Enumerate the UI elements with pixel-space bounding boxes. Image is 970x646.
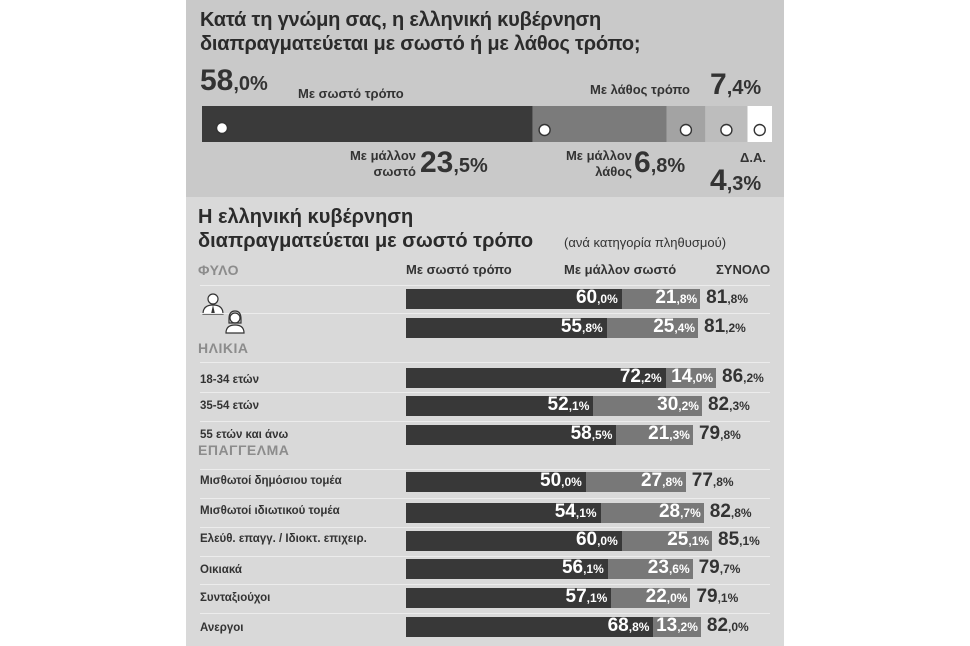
value-total-text: 81,8% xyxy=(706,287,748,308)
row-separator xyxy=(200,613,770,614)
value-rather-correct xyxy=(667,529,709,551)
value-total xyxy=(699,557,741,579)
row-label: Μισθωτοί δημόσιου τομέα xyxy=(200,475,342,487)
pct-no-answer: 4,3% xyxy=(710,164,762,197)
value-total-text: 81,2% xyxy=(704,316,746,337)
value-correct-text: 60,0% xyxy=(575,287,618,308)
value-total xyxy=(692,470,734,492)
value-rather-correct-text: 23,6% xyxy=(647,557,690,578)
value-total xyxy=(706,287,748,309)
value-total xyxy=(722,366,764,388)
pct-rather-correct: 23,5% xyxy=(420,146,488,179)
value-correct-text: 57,1% xyxy=(565,586,608,607)
row-separator xyxy=(200,313,770,314)
value-total-text: 82,3% xyxy=(707,394,750,415)
category-header: ΕΠΑΓΓΕΛΜΑ xyxy=(198,442,290,458)
value-rather-correct xyxy=(657,394,699,416)
row-separator xyxy=(200,527,770,528)
label-no-answer: Δ.Α. xyxy=(740,150,766,165)
value-correct-text: 55,8% xyxy=(560,316,603,337)
row-label: Οικιακά xyxy=(200,564,242,576)
value-correct xyxy=(548,394,590,416)
pct-correct: 58,0% xyxy=(200,64,268,97)
row-separator xyxy=(200,498,770,499)
bar-segment-rather-correct xyxy=(533,106,667,142)
value-total-text: 79,7% xyxy=(698,557,741,578)
column-head-correct: Με σωστό τρόπο xyxy=(406,262,512,277)
value-total xyxy=(710,501,752,523)
value-total-text: 79,1% xyxy=(696,586,739,607)
value-rather-correct-text: 13,2% xyxy=(656,615,698,636)
value-correct-text: 56,1% xyxy=(561,557,604,578)
value-rather-correct xyxy=(653,316,695,338)
value-rather-correct xyxy=(655,287,697,309)
top-stacked-bar xyxy=(202,106,772,142)
pointer-dot xyxy=(754,125,765,136)
value-rather-correct-text: 22,0% xyxy=(645,586,688,607)
row-separator xyxy=(200,362,770,363)
row-separator xyxy=(200,392,770,393)
label-rather-correct: Με μάλλον σωστό xyxy=(349,148,416,179)
value-correct xyxy=(576,287,618,309)
row-label: Μισθωτοί ιδιωτικού τομέα xyxy=(200,505,340,517)
value-rather-correct-text: 30,2% xyxy=(657,394,699,415)
value-correct-text: 60,0% xyxy=(575,529,618,550)
bar-segment-correct xyxy=(202,106,533,142)
pointer-dot xyxy=(217,123,228,134)
label-correct: Με σωστό τρόπο xyxy=(298,86,404,101)
value-correct-text: 68,8% xyxy=(607,615,650,636)
row-separator xyxy=(200,285,770,286)
row-separator xyxy=(200,584,770,585)
value-correct xyxy=(576,529,618,551)
value-rather-correct xyxy=(671,366,713,388)
value-correct xyxy=(540,470,582,492)
value-correct-text: 54,1% xyxy=(554,501,597,522)
value-total xyxy=(699,423,741,445)
pointer-dot xyxy=(680,125,691,136)
value-total-text: 82,0% xyxy=(706,615,749,636)
column-head-rather-correct: Με μάλλον σωστό xyxy=(564,262,677,277)
value-correct xyxy=(571,423,613,445)
value-rather-correct xyxy=(646,586,688,608)
value-rather-correct xyxy=(656,615,698,637)
value-total-text: 86,2% xyxy=(722,366,764,387)
section-title-line2: διαπραγματεύεται με σωστό τρόπο xyxy=(198,230,534,252)
pointer-dot xyxy=(721,125,732,136)
value-total xyxy=(718,529,760,551)
value-total xyxy=(704,316,746,338)
pct-wrong: 7,4% xyxy=(710,68,762,101)
label-rather-wrong: Με μάλλον λάθος xyxy=(565,148,632,179)
category-header: ΦΥΛΟ xyxy=(198,262,240,278)
value-total-text: 79,8% xyxy=(698,423,741,444)
value-total-text: 77,8% xyxy=(691,470,734,491)
pct-rather-wrong: 6,8% xyxy=(634,146,686,179)
value-total xyxy=(708,394,750,416)
row-label: Συνταξιούχοι xyxy=(200,592,271,604)
value-total xyxy=(707,615,749,637)
value-correct-text: 52,1% xyxy=(547,394,590,415)
section-subtitle: (ανά κατηγορία πληθυσμού) xyxy=(564,235,727,250)
value-total-text: 85,1% xyxy=(718,529,760,550)
category-header: ΗΛΙΚΙΑ xyxy=(198,340,249,356)
value-rather-correct-text: 21,3% xyxy=(648,423,690,444)
row-label: 55 ετών και άνω xyxy=(200,429,289,441)
value-rather-correct-text: 25,4% xyxy=(653,316,696,337)
value-rather-correct-text: 27,8% xyxy=(640,470,683,491)
label-wrong: Με λάθος τρόπο xyxy=(590,82,690,97)
value-rather-correct xyxy=(641,470,683,492)
value-correct-text: 72,2% xyxy=(619,366,662,387)
value-correct xyxy=(561,316,603,338)
top-panel xyxy=(186,0,784,197)
row-label: Ανεργοι xyxy=(200,622,244,634)
value-correct xyxy=(620,366,662,388)
question-title-line1: Κατά τη γνώμη σας, η ελληνική κυβέρνηση xyxy=(200,9,602,31)
value-correct-text: 58,5% xyxy=(570,423,613,444)
value-total-text: 82,8% xyxy=(709,501,752,522)
pointer-dot xyxy=(539,125,550,136)
row-separator xyxy=(200,421,770,422)
value-correct-text: 50,0% xyxy=(540,470,582,491)
value-correct xyxy=(566,586,608,608)
column-head-total: ΣΥΝΟΛΟ xyxy=(716,262,771,277)
woman-icon xyxy=(222,309,248,335)
value-rather-correct-text: 14,0% xyxy=(671,366,713,387)
value-correct xyxy=(608,615,650,637)
infographic xyxy=(186,0,784,646)
row-label: 35-54 ετών xyxy=(200,400,259,412)
value-correct xyxy=(555,501,597,523)
value-total xyxy=(696,586,738,608)
row-label: 18-34 ετών xyxy=(200,374,259,386)
section-title-line1: Η ελληνική κυβέρνηση xyxy=(198,206,414,228)
value-rather-correct-text: 25,1% xyxy=(667,529,710,550)
question-title-line2: διαπραγματεύεται με σωστό ή με λάθος τρόπο; xyxy=(200,33,641,55)
value-rather-correct-text: 28,7% xyxy=(658,501,701,522)
row-label: Ελεύθ. επαγγ. / Ιδιοκτ. επιχειρ. xyxy=(200,533,367,545)
value-rather-correct xyxy=(659,501,701,523)
row-separator xyxy=(200,469,770,470)
value-rather-correct xyxy=(648,423,690,445)
value-rather-correct xyxy=(648,557,690,579)
value-rather-correct-text: 21,8% xyxy=(655,287,698,308)
value-correct xyxy=(562,557,604,579)
